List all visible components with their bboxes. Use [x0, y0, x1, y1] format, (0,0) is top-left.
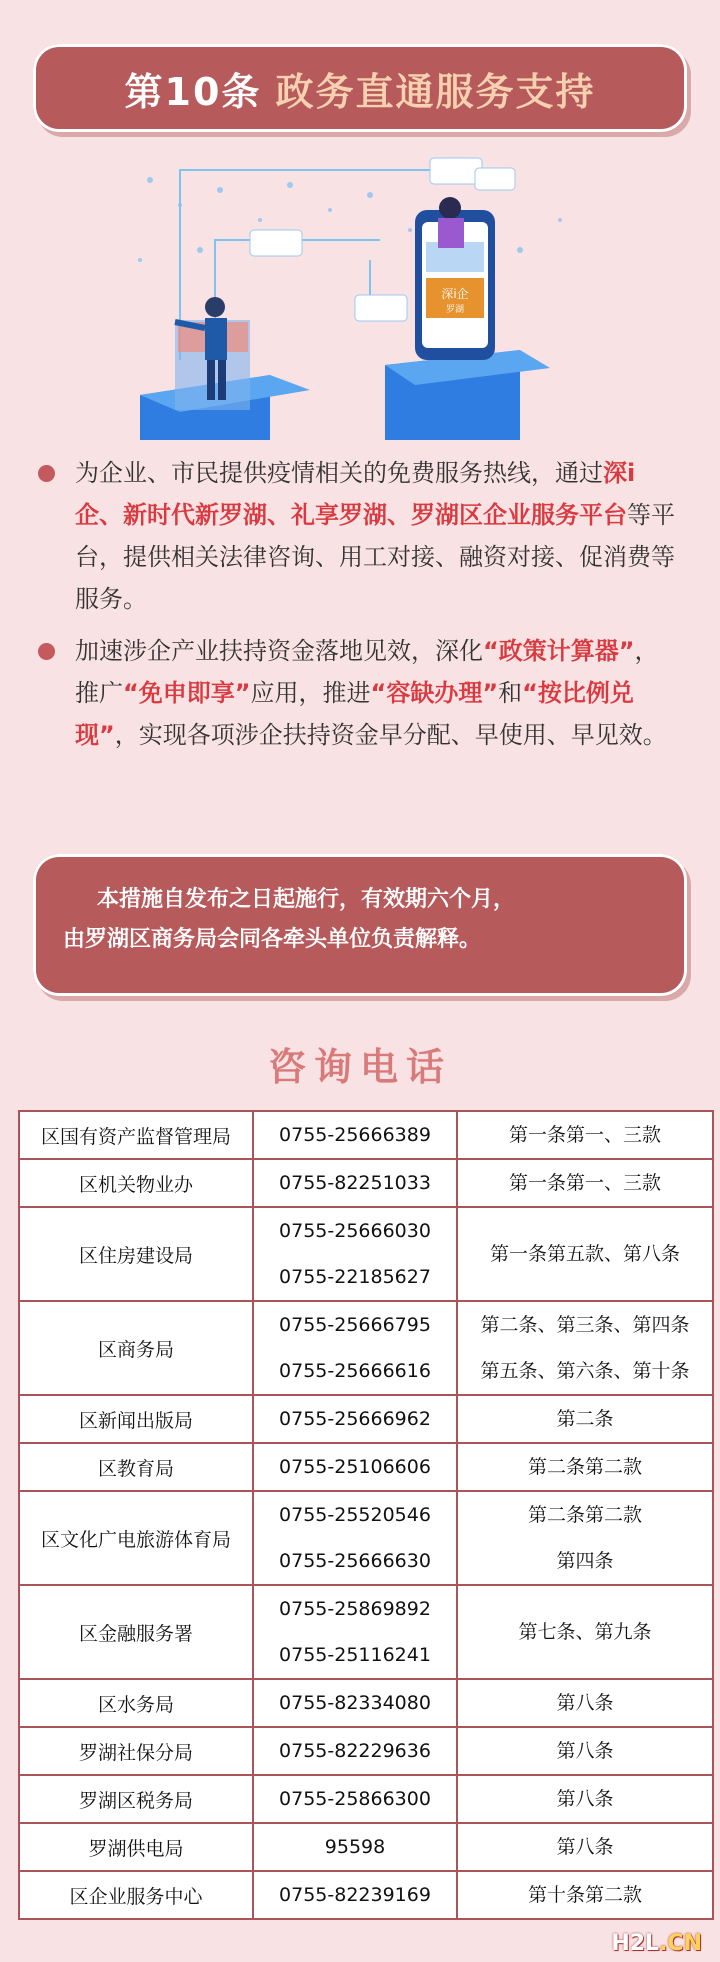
- article-cell-line: 第一条第一、三款: [508, 1172, 661, 1194]
- bullet-item: [35, 630, 675, 756]
- contact-table: [18, 1110, 714, 1920]
- table-row: [19, 1111, 713, 1159]
- note-line-1: 本措施自发布之日起施行，有效期六个月，: [97, 887, 516, 912]
- phone-cell: [253, 1159, 457, 1207]
- article-cell-line: 第八条: [556, 1740, 614, 1762]
- dept-cell: 罗湖供电局: [19, 1823, 253, 1871]
- article-cell: [457, 1823, 713, 1871]
- phone-cell-line: 0755-25666389: [279, 1124, 431, 1146]
- phone-cell-line: 0755-25106606: [279, 1456, 431, 1478]
- article-cell: [457, 1491, 713, 1585]
- table-row: [19, 1207, 713, 1301]
- article-cell-line: 第一条第一、三款: [508, 1124, 661, 1146]
- phone-cell: [253, 1679, 457, 1727]
- phone-cell-line: 0755-25520546: [279, 1504, 431, 1526]
- dept-cell: 区金融服务署: [19, 1585, 253, 1679]
- table-row: [19, 1301, 713, 1395]
- article-cell-line: 第二条、第三条、第四条: [480, 1314, 690, 1336]
- article-cell: [457, 1159, 713, 1207]
- dept-cell: 区新闻出版局: [19, 1395, 253, 1443]
- article-cell: [457, 1111, 713, 1159]
- bullet-dot-icon: [38, 643, 55, 660]
- article-cell-line: 第二条: [556, 1408, 614, 1430]
- bullet-text: 应用，推进: [250, 679, 371, 707]
- dept-cell: 区教育局: [19, 1443, 253, 1491]
- phone-cell-line: 0755-22185627: [279, 1266, 431, 1288]
- table-row: [19, 1491, 713, 1585]
- bullet-highlight: “免申即享”: [123, 679, 251, 707]
- dept-cell: 区国有资产监督管理局: [19, 1111, 253, 1159]
- phone-cell-line: 0755-25666962: [279, 1408, 431, 1430]
- phone-cell: [253, 1491, 457, 1585]
- phone-cell: [253, 1443, 457, 1491]
- table-row: [19, 1871, 713, 1919]
- dept-cell: 区企业服务中心: [19, 1871, 253, 1919]
- article-cell: [457, 1679, 713, 1727]
- dept-cell: 区文化广电旅游体育局: [19, 1491, 253, 1585]
- bullet-text: 等平台，提供相关法律咨询、用工对接、融资对接、促消费等服务。: [75, 501, 675, 613]
- phone-cell: [253, 1395, 457, 1443]
- dept-cell: 区住房建设局: [19, 1207, 253, 1301]
- article-cell: [457, 1301, 713, 1395]
- table-row: [19, 1727, 713, 1775]
- dept-cell: 区商务局: [19, 1301, 253, 1395]
- bullet-text: 为企业、市民提供疫情相关的免费服务热线，通过: [75, 459, 603, 487]
- article-cell-line: 第一条第五款、第八条: [489, 1243, 680, 1265]
- phone-cell-line: 0755-25666630: [279, 1550, 431, 1572]
- phone-screen-text: 深i企: [441, 287, 469, 301]
- bullet-dot-icon: [38, 465, 55, 482]
- phone-cell-line: 0755-25866300: [279, 1788, 431, 1810]
- banner-prefix: 第10条: [124, 69, 262, 114]
- phone-cell-line: 0755-82239169: [279, 1884, 431, 1906]
- bullet-list: [35, 452, 675, 766]
- phone-cell: [253, 1207, 457, 1301]
- watermark-suffix: .CN: [659, 1931, 702, 1956]
- phone-cell-line: 0755-25666795: [279, 1314, 431, 1336]
- bullet-highlight: “按比例兑现”: [75, 679, 634, 749]
- phone-cell-line: 0755-82251033: [279, 1172, 431, 1194]
- bullet-text: ，推广: [75, 637, 659, 707]
- article-cell-line: 第十条第二款: [527, 1884, 642, 1906]
- validity-note: [33, 854, 687, 996]
- bullet-text: ，实现各项涉企扶持资金早分配、早使用、早见效。: [114, 721, 667, 749]
- article-cell-line: 第八条: [556, 1788, 614, 1810]
- site-watermark: [611, 1931, 702, 1956]
- service-illustration: [120, 150, 600, 440]
- bullet-highlight: “政策计算器”: [483, 637, 635, 665]
- phone-cell-line: 0755-25116241: [279, 1644, 431, 1666]
- phone-cell: [253, 1727, 457, 1775]
- article-cell-line: 第五条、第六条、第十条: [480, 1360, 690, 1382]
- note-line-2: 由罗湖区商务局会同各牵头单位负责解释。: [63, 927, 482, 952]
- article-cell: [457, 1775, 713, 1823]
- article-cell: [457, 1443, 713, 1491]
- article-cell: [457, 1207, 713, 1301]
- article-cell: [457, 1585, 713, 1679]
- phone-cell-line: 0755-25666030: [279, 1220, 431, 1242]
- phone-screen-subtext: 罗湖: [445, 305, 465, 315]
- dept-cell: 区机关物业办: [19, 1159, 253, 1207]
- phone-cell: [253, 1775, 457, 1823]
- bullet-highlight: “容缺办理”: [370, 679, 499, 707]
- article-cell: [457, 1871, 713, 1919]
- table-row: [19, 1443, 713, 1491]
- consult-title: 咨询电话: [267, 1045, 452, 1089]
- article-cell: [457, 1727, 713, 1775]
- section-banner: [33, 44, 687, 132]
- phone-cell: [253, 1823, 457, 1871]
- phone-cell-line: 0755-82229636: [279, 1740, 431, 1762]
- bullet-text: 加速涉企产业扶持资金落地见效，深化: [75, 637, 483, 665]
- phone-cell: [253, 1301, 457, 1395]
- article-cell-line: 第八条: [556, 1836, 614, 1858]
- bullet-item: [35, 452, 675, 620]
- table-row: [19, 1775, 713, 1823]
- phone-cell: [253, 1111, 457, 1159]
- watermark-main: H2L: [611, 1931, 660, 1956]
- article-cell-line: 第七条、第九条: [518, 1621, 652, 1643]
- bullet-highlight: 深i企、新时代新罗湖、礼享罗湖、罗湖区企业服务平台: [75, 459, 636, 529]
- phone-cell-line: 0755-25666616: [279, 1360, 431, 1382]
- table-row: [19, 1395, 713, 1443]
- banner-title: 政务直通服务支持: [275, 69, 596, 114]
- dept-cell: 区水务局: [19, 1679, 253, 1727]
- phone-cell: [253, 1585, 457, 1679]
- dept-cell: 罗湖社保分局: [19, 1727, 253, 1775]
- phone-cell-line: 0755-25869892: [279, 1598, 431, 1620]
- bullet-text: 和: [498, 679, 523, 707]
- article-cell-line: 第二条第二款: [527, 1456, 642, 1478]
- table-row: [19, 1679, 713, 1727]
- phone-cell-line: 0755-82334080: [279, 1692, 431, 1714]
- phone-cell: [253, 1871, 457, 1919]
- dept-cell: 罗湖区税务局: [19, 1775, 253, 1823]
- article-cell-line: 第八条: [556, 1692, 614, 1714]
- article-cell-line: 第二条第二款: [527, 1504, 642, 1526]
- article-cell-line: 第四条: [556, 1550, 614, 1572]
- table-row: [19, 1159, 713, 1207]
- table-row: [19, 1823, 713, 1871]
- phone-cell-line: 95598: [324, 1836, 386, 1858]
- article-cell: [457, 1395, 713, 1443]
- table-row: [19, 1585, 713, 1679]
